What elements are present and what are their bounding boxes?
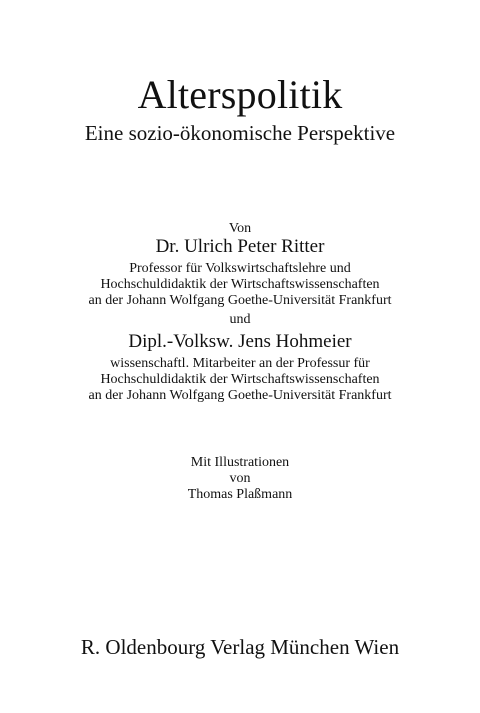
author-2-name: Dipl.-Volksw. Jens Hohmeier bbox=[128, 331, 352, 352]
illustrations-line: Mit Illustrationen bbox=[190, 455, 290, 470]
illustrations-line: von bbox=[229, 471, 251, 486]
author-1-affiliation-line: an der Johann Wolfgang Goethe-Universität Frankfurt bbox=[88, 293, 392, 308]
author-2-affiliation-line: an der Johann Wolfgang Goethe-Universität Frankfurt bbox=[88, 388, 392, 403]
author-1-affiliation-line: Hochschuldidaktik der Wirtschaftswissenschaften bbox=[100, 277, 380, 292]
book-title: Alterspolitik bbox=[137, 72, 343, 117]
publisher: R. Oldenbourg Verlag München Wien bbox=[80, 635, 400, 659]
and-label: und bbox=[229, 312, 251, 327]
illustrator-name: Thomas Plaßmann bbox=[187, 487, 293, 502]
author-2-affiliation-line: wissenschaftl. Mitarbeiter an der Professur für bbox=[110, 356, 370, 371]
book-subtitle: Eine sozio-ökonomische Perspektive bbox=[84, 121, 396, 145]
author-1-name: Dr. Ulrich Peter Ritter bbox=[155, 236, 325, 257]
author-2-affiliation-line: Hochschuldidaktik der Wirtschaftswissenschaften bbox=[100, 372, 380, 387]
by-label: Von bbox=[228, 221, 252, 236]
author-1-affiliation-line: Professor für Volkswirtschaftslehre und bbox=[129, 261, 351, 276]
